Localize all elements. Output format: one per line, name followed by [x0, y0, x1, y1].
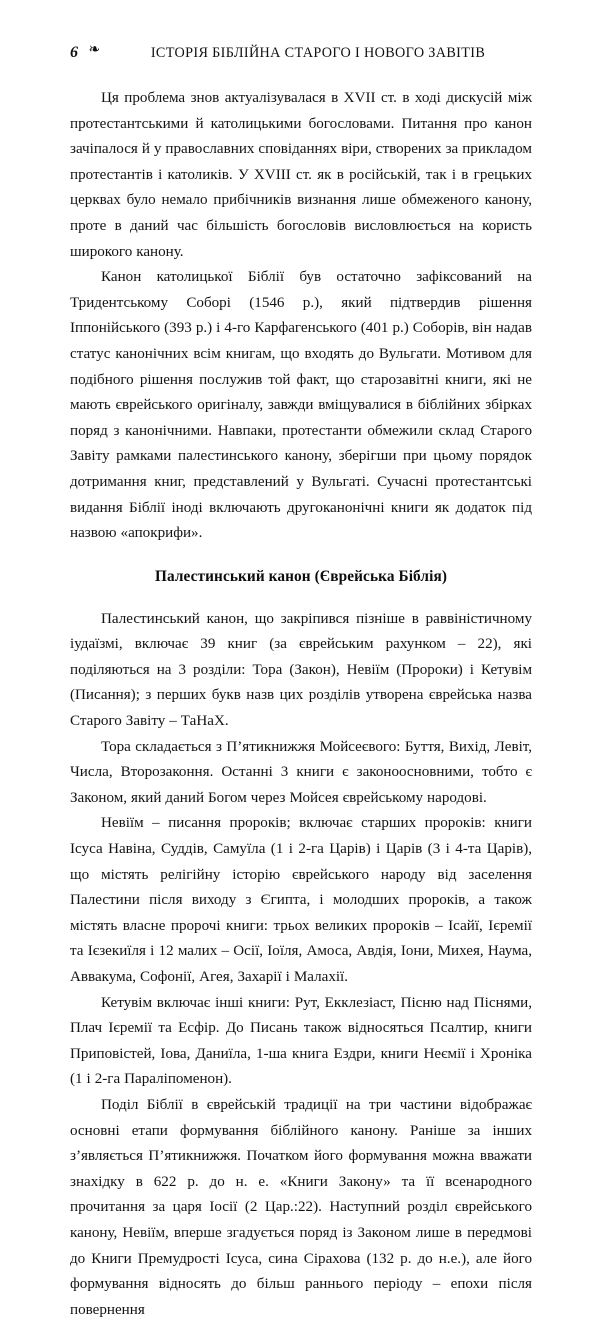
section-heading: Палестинський канон (Єврейська Біблія) — [154, 567, 448, 585]
paragraph: Палестинський канон, що закріпився пізніше в раввіністичному іудаїзмі, включає 39 книг (за єврейським рахунком – 22), які поділяються на 3 розділи: Тора (Закон), Невіїм (Пророки) і Кетувім (Писання); з перших букв назв цих розділів утворена єврейська назва Старого Завіту – ТаНаХ. — [70, 610, 532, 730]
paragraph: Канон католицької Біблії був остаточно зафіксований на Тридентському Соборі (1546 р.), який підтвердив рішення Іппонійського (393 р.) і 4-го Карфагенського (401 р.) Соборів, він надав статус канонічних всім книгам, що входять до Вульгати. Мотивом для подібного рішення послужив той факт, що старозавітні книги, які не мають єврейського оригіналу, завжди вміщувалися в біблійних збірках поряд з канонічними. Навпаки, протестанти обмежили склад Старого Завіту рамками палестинського канону, зберігши при цьому порядок дотримання книг, представлений у Вульгаті. Сучасні протестантські видання Біблії іноді включають другоканонічні книги як додаток під назвою «апокрифи». — [70, 269, 532, 542]
body-text-block — [70, 86, 532, 1323]
paragraph: Невіїм – писання пророків; включає старших пророків: книги Ісуса Навіна, Суддів, Самуїла (1 і 2-га Царів) і Царів (3 і 4-та Царів), що містять релігійну історію єврейського народу від заселення Палестини після виходу з Єгипта, і молодших пророків, а також містять власне пророчі книги: трьох великих пророків – Ісайї, Ієремії та Ієзекиїля і 12 малих – Осії, Іоїля, Амоса, Авдія, Іони, Михея, Наума, Аввакума, Софонії, Агея, Захарії і Малахії. — [70, 815, 532, 985]
floral-ornament-icon: ❧ — [88, 42, 101, 58]
paragraph: Поділ Біблії в єврейській традиції на три частини відображає основні етапи формування біблійного канону. Раніше за інших з’являється П’ятикнижжя. Початком його формування можна вважати знахідку в 622 р. до н. е. «Книги Закону» та її всенародного прочитання за царя Іосії (2 Цар.:22). Наступний розділ єврейського канону, Невіїм, вперше згадується поряд із Законом лише в передмові до Книги Премудрості Ісуса, сина Сірахова (132 р. до н.е.), але його формування відносять до більш раннього періоду – епохи після повернення — [70, 1096, 532, 1318]
paragraph: Ця проблема знов актуалізувалася в XVII ст. в ході дискусій між протестантськими й католицькими богословами. Питання про канон зачіпалося й у православних сповіданнях віри, створених за прикладом протестантів і католиків. У XVIII ст. як в російській, так і в грецьких церквах було немало прибічників визнання лише обмеженого канону, проте в даний час більшість богословів висловлюється на користь широкого канону. — [70, 90, 532, 260]
page-number: 6 — [70, 44, 79, 61]
running-header-title: ІСТОРІЯ БІБЛІЙНА СТАРОГО І НОВОГО ЗАВІТІВ — [150, 45, 486, 61]
paragraph: Кетувім включає інші книги: Рут, Екклезіаст, Пісню над Піснями, Плач Ієремії та Есфір. До Писань також відносяться Псалтир, книги Приповістей, Іова, Даниїла, 1-ша книга Ездри, книги Неємії і Хроніка (1 і 2-га Параліпоменон). — [70, 994, 532, 1088]
paragraph: Тора складається з П’ятикнижжя Мойсеєвого: Буття, Вихід, Левіт, Числа, Второзаконня. Останні 3 книги є законоосновними, тобто є Законом, який даний Богом через Мойсея єврейському народові. — [70, 738, 532, 806]
running-header — [0, 44, 600, 70]
